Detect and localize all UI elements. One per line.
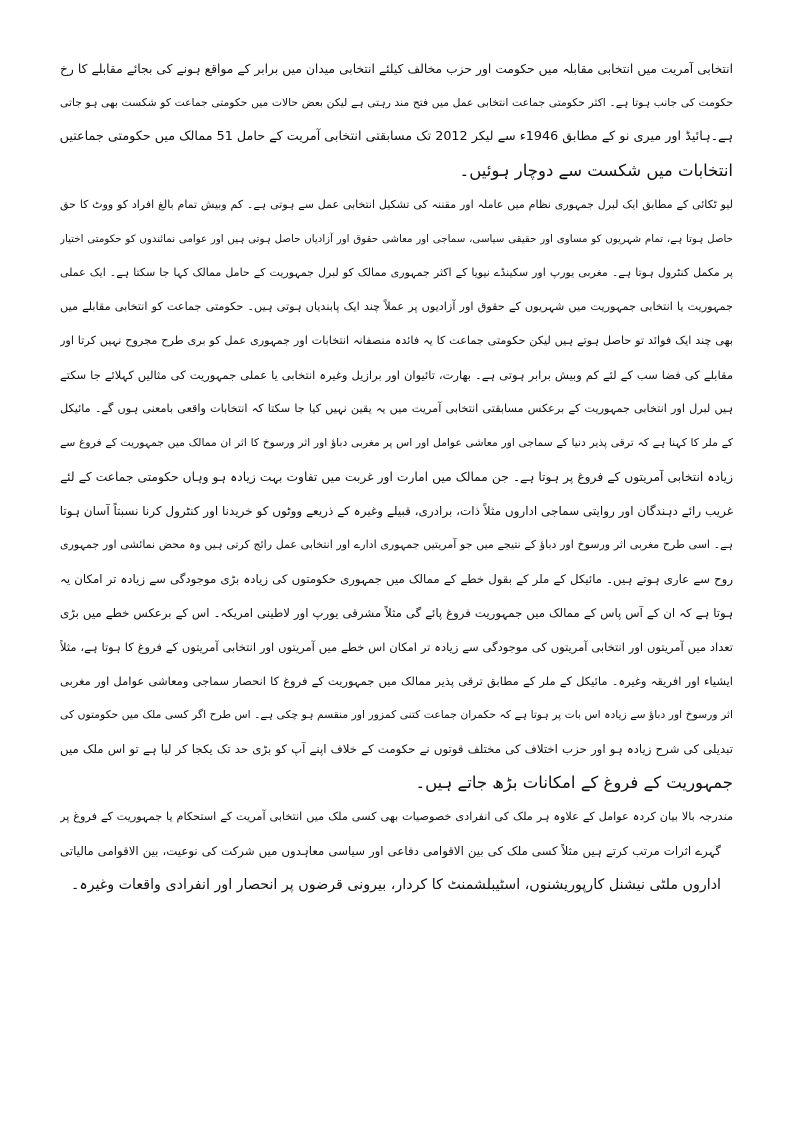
text-line: ہے۔ہائیڈ اور میری نو کے مطابق 1946ء سے لیکر 2012 تک مسابقتی انتخابی آمریت کے حامل 51 ممالک میں حکومتی جماعتیں	[60, 129, 733, 144]
text-line: روح سے عاری ہوتے ہیں۔ مائیکل کے ملر کے بقول خطے کے ممالک میں جمہوری حکومتوں کی زیادہ بڑی موجودگی سے زیادہ تر امکان یہ	[60, 572, 733, 586]
text-line: زیادہ انتخابی آمریتوں کے فروغ پر ہوتا ہے۔ جن ممالک میں امارت اور غربت میں تفاوت بہت زیادہ ہو وہاں حکومتی جماعت کے لئے	[60, 470, 733, 484]
text-line: تبدیلی کی شرح زیادہ ہو اور حزب اختلاف کی مختلف قوتوں نے حکومت کے خلاف اپنے آپ کو بڑی حد تک یکجا کر لیا ہے تو اس ملک میں	[60, 742, 733, 756]
text-line: مندرجہ بالا بیان کردہ عوامل کے علاوہ ہر ملک کی انفرادی خصوصیات بھی کسی ملک میں انتخابی آمریت کے استحکام یا جمہوریت کے فروغ پر	[60, 810, 733, 823]
text-line: حکومت کی جانب ہوتا ہے۔ اکثر حکومتی جماعت انتخابی عمل میں فتح مند رہتی ہے لیکن بعض حالات میں حکومتی جماعت کو شکست بھی ہو جاتی	[60, 96, 733, 109]
text-line: حاصل ہوتا ہے، تمام شہریوں کو مساوی اور حقیقی سیاسی، سماجی اور معاشی حقوق اور آزادیاں حاصل ہوتی ہیں اور عوامی نمائندوں کو حکومتی اختیار	[60, 233, 733, 245]
body-text	[60, 52, 733, 902]
text-line: گہرے اثرات مرتب کرتے ہیں مثلاً کسی ملک کی بین الاقوامی دفاعی اور سیاسی معاہدوں میں شرکت کی نوعیت، بین الاقوامی مالیاتی	[60, 844, 721, 858]
text-line: لیو ٹکائی کے مطابق ایک لبرل جمہوری نظام میں عاملہ اور مقننہ کی تشکیل انتخابی عمل سے ہوتی ہے۔ کم وبیش تمام بالغ افراد کو ووٹ کا حق	[60, 198, 733, 211]
text-line: جمہوریت کے فروغ کے امکانات بڑھ جاتے ہیں۔	[415, 773, 733, 792]
text-line: پر مکمل کنٹرول ہوتا ہے۔ مغربی یورپ اور سکینڈے نیویا کے اکثر جمہوری ممالک کو لبرل جمہوریت کے حامل ممالک کہا جا سکتا ہے۔ ایک عملی	[60, 266, 733, 279]
text-line: ایشیاء اور افریقہ وغیرہ۔ مائیکل کے ملر کے مطابق ترقی پذیر ممالک میں جمہوریت کے فروغ کا انحصار سماجی ومعاشی عوامل اور مغربی	[60, 674, 733, 688]
text-line: انتخابی آمریت میں انتخابی مقابلہ میں حکومت اور حزب مخالف کیلئے انتخابی میدان میں برابر کے مواقع ہونے کی بجائے مقابلے کا رخ	[60, 62, 733, 76]
text-line: انتخابات میں شکست سے دوچار ہوئیں۔	[459, 161, 733, 180]
text-line: ہے۔ اسی طرح مغربی اثر ورسوخ اور دباؤ کے نتیجے میں جو آمریتیں جمہوری ادارے اور انتخابی عمل رائج کرتی ہیں وہ محض نمائشی اور جمہوری	[60, 538, 733, 551]
paragraph-1	[60, 52, 733, 188]
paragraph-2	[60, 188, 733, 800]
text-line: ہوتا ہے کہ ان کے آس پاس کے ممالک میں جمہوریت فروغ پائے گی مثلاً مشرقی یورپ اور لاطینی امریکہ۔ اس کے برعکس خطے میں بڑی	[60, 606, 733, 620]
text-line: بھی چند ایک فوائد تو حاصل ہوتے ہیں لیکن حکومتی جماعت کا یہ فائدہ منصفانہ انتخابات اور جمہوری عمل کو بری طرح مجروح نہیں کرتا اور	[60, 334, 733, 347]
text-line: کے ملر کا کہنا ہے کہ ترقی پذیر دنیا کے سماجی اور معاشی عوامل اور اس پر مغربی دباؤ اور اثر ورسوخ کا اثر ان ممالک میں جمہوریت کے فروغ سے	[60, 436, 733, 449]
text-line: اداروں ملٹی نیشنل کارپوریشنوں، اسٹیبلشمنٹ کا کردار، بیرونی قرضوں پر انحصار اور انفرادی واقعات وغیرہ۔	[70, 877, 721, 893]
text-line: ہیں لبرل اور انتخابی جمہوریت کے برعکس مسابقتی انتخابی آمریت میں یہ یقین نہیں کیا جا سکتا کہ انتخابات واقعی بامعنی ہوں گے۔ مائیکل	[60, 402, 733, 415]
text-line: غریب رائے دہندگان اور روایتی سماجی اداروں مثلاً ذات، برادری، قبیلے وغیرہ کے ذریعے ووٹوں کو خریدنا اور کنٹرول کرنا نسبتاً آسان ہوتا	[60, 504, 733, 518]
text-line: مقابلے کی فضا سب کے لئے کم وبیش برابر ہوتی ہے۔ بھارت، تائیوان اور برازیل وغیرہ انتخابی یا عملی جمہوریت کی مثالیں کہلائے جا سکتے	[60, 368, 733, 382]
text-line: اثر ورسوخ اور دباؤ سے زیادہ اس بات پر ہوتا ہے کہ حکمران جماعت کتنی کمزور اور منقسم ہو چکی ہے۔ اس طرح اگر کسی ملک میں حکومتوں کی	[60, 708, 733, 721]
paragraph-3	[60, 800, 733, 902]
text-line: جمہوریت یا انتخابی جمہوریت میں شہریوں کے حقوق اور آزادیوں پر عملاً چند ایک پابندیاں ہوتی ہیں۔ حکومتی جماعت کو انتخابی مقابلے میں	[60, 300, 733, 313]
text-line: تعداد میں آمریتوں اور انتخابی آمریتوں کی موجودگی سے زیادہ تر امکان اس خطے میں آمریتوں اور انتخابی آمریتوں کے فروغ کا ہوتا ہے، مثلاً	[60, 640, 733, 654]
